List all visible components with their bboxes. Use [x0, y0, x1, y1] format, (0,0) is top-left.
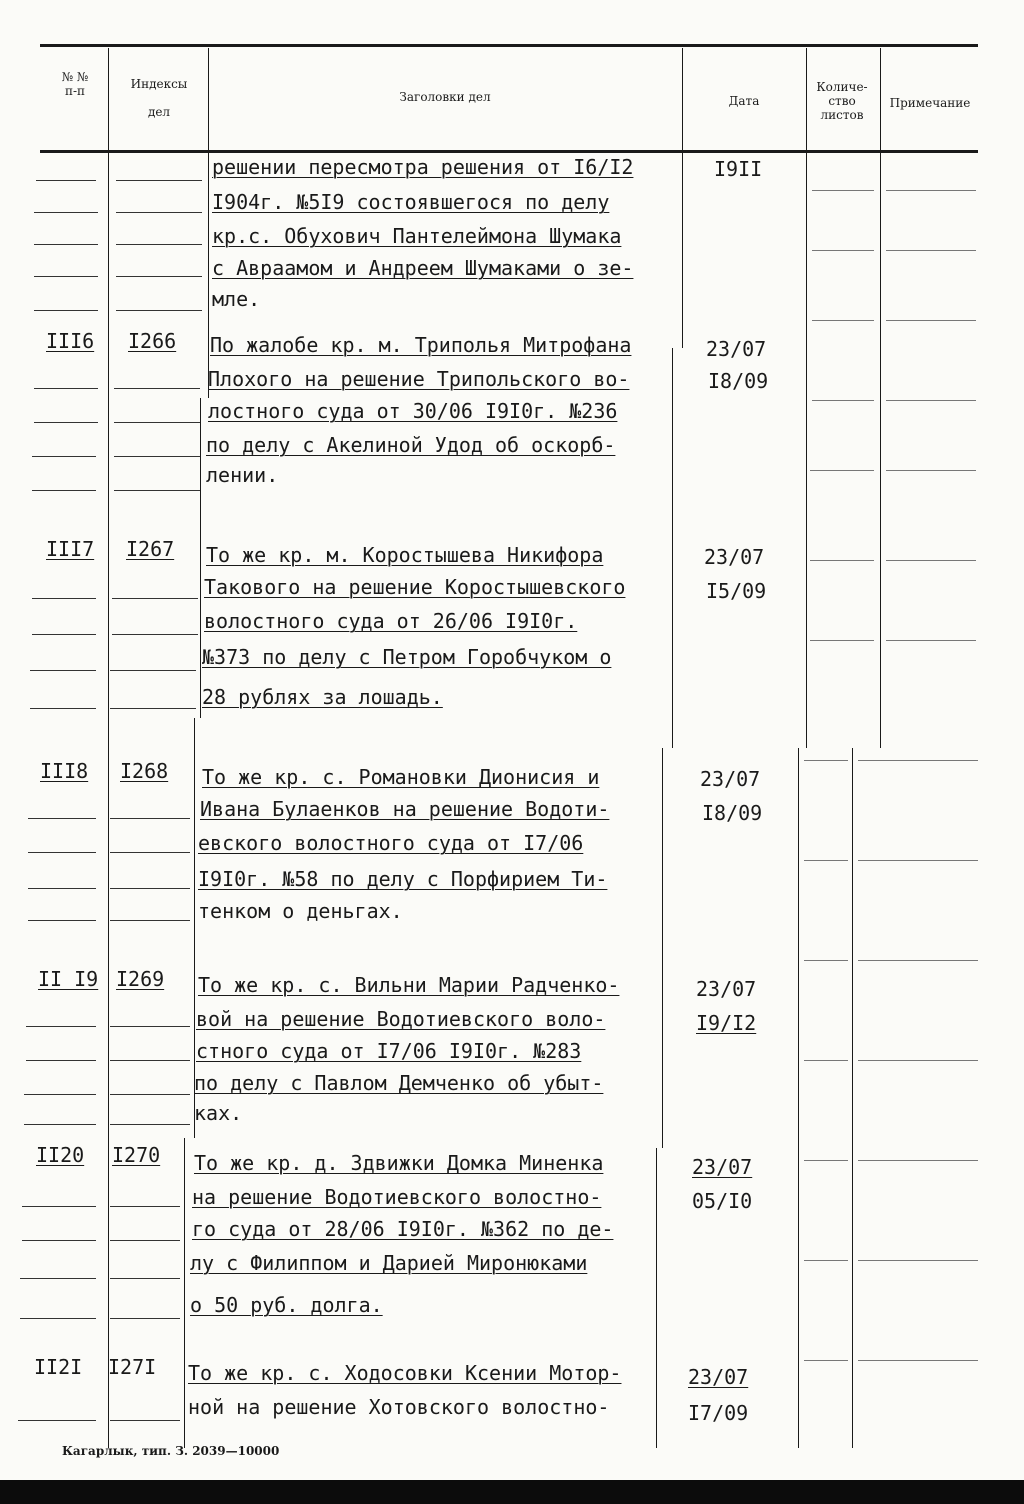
entry-title-line: евского волостного суда от I7/06 [198, 831, 584, 855]
entry-title-line: То же кр. д. Здвижки Домка Миненка [194, 1151, 604, 1175]
header-date: Дата [728, 94, 760, 108]
entry-title-line: То же кр. м. Коростышева Никифора [206, 543, 604, 567]
ruling-line [110, 670, 196, 671]
column-rule [662, 748, 663, 1148]
ruling-line [114, 422, 200, 423]
ruling-line [34, 244, 98, 245]
ruling-line [20, 1318, 96, 1319]
ruling-line [110, 852, 190, 853]
entry-date: 23/07 [692, 1155, 753, 1179]
entry-date: 23/07 [704, 545, 765, 569]
header-note: Примечание [889, 96, 971, 110]
column-rule [208, 48, 209, 398]
column-rule [184, 1138, 185, 1448]
ruling-line [812, 250, 874, 251]
ruling-line [858, 1060, 978, 1061]
entry-title-line: ках. [194, 1101, 243, 1125]
header-sheets: Количе- ство листов [816, 80, 868, 122]
ruling-line [32, 634, 96, 635]
ruling-line [114, 490, 200, 491]
ruling-line [18, 1420, 96, 1421]
entry-index: I267 [126, 537, 175, 561]
ruling-line [32, 598, 96, 599]
entry-index: I266 [128, 329, 177, 353]
scan-edge [0, 1480, 1024, 1504]
entry-date: I5/09 [706, 579, 767, 603]
entry-title-line: волостного суда от 26/06 I9I0г. [204, 609, 578, 633]
entry-title-line: Такового на решение Коростышевского [204, 575, 626, 599]
entry-title-line: То же кр. с. Романовки Дионисия и [202, 765, 600, 789]
entry-title-line: с Авраамом и Андреем Шумаками о зе- [212, 256, 634, 280]
column-rule [108, 48, 109, 1448]
column-rule [682, 48, 683, 348]
entry-title-line: То же кр. с. Вильни Марии Радченко- [198, 973, 620, 997]
ruling-line [110, 1124, 190, 1125]
entry-index: I268 [120, 759, 169, 783]
ruling-line [804, 1160, 848, 1161]
ruling-line [116, 180, 202, 181]
entry-number: II2I [34, 1355, 83, 1379]
ruling-line [24, 1094, 96, 1095]
ruling-line [810, 470, 874, 471]
entry-date: 23/07 [700, 767, 761, 791]
column-rule [200, 398, 201, 718]
ruling-line [32, 490, 96, 491]
ruling-line [110, 1420, 180, 1421]
entry-title-line: лу с Филиппом и Дарией Миронюками [190, 1251, 588, 1275]
ruling-line [810, 640, 874, 641]
ruling-line [114, 456, 200, 457]
column-rule [806, 48, 807, 748]
ruling-line [30, 670, 96, 671]
entry-date: I9/I2 [696, 1011, 757, 1035]
entry-title-line: тенком о деньгах. [198, 899, 403, 923]
ruling-line [110, 1094, 190, 1095]
entry-number: II20 [36, 1143, 85, 1167]
ruling-line [22, 1240, 96, 1241]
ruling-line [114, 388, 200, 389]
ruling-line [110, 1240, 180, 1241]
ruling-line [26, 1060, 96, 1061]
ruling-line [858, 860, 978, 861]
ruling-line [812, 190, 874, 191]
entry-title-line: лостного суда от 30/06 I9I0г. №236 [208, 399, 618, 423]
ruling-line [34, 276, 98, 277]
ruling-line [110, 708, 196, 709]
ruling-line [858, 960, 978, 961]
entry-index: I269 [116, 967, 165, 991]
ruling-line [112, 634, 198, 635]
entry-title-line: на решение Водотиевского волостно- [192, 1185, 602, 1209]
ruling-line [110, 920, 190, 921]
ruling-line [110, 1278, 180, 1279]
ruling-line [116, 276, 202, 277]
entry-number: III8 [40, 759, 89, 783]
ruling-line [804, 1260, 848, 1261]
ruling-line [20, 1278, 96, 1279]
ruling-line [34, 310, 98, 311]
column-rule [852, 748, 853, 1448]
ruling-line [804, 1060, 848, 1061]
ruling-line [36, 180, 96, 181]
printer-footer: Кагарлык, тип. З. 2039—10000 [62, 1444, 280, 1458]
ruling-line [858, 760, 978, 761]
entry-title-line: По жалобе кр. м. Триполья Митрофана [210, 333, 632, 357]
ruling-line [886, 320, 976, 321]
ruling-line [112, 598, 198, 599]
entry-title-line: ной на решение Хотовского волостно- [188, 1395, 610, 1419]
ruling-line [886, 640, 976, 641]
entry-date: I8/09 [702, 801, 763, 825]
ruling-line [886, 400, 976, 401]
header-index: Индексы дел [130, 77, 188, 119]
ruling-line [858, 1260, 978, 1261]
entry-date: I9II [714, 157, 763, 181]
entry-title-line: стного суда от I7/06 I9I0г. №283 [196, 1039, 582, 1063]
ruling-line [28, 818, 96, 819]
entry-title-line: Плохого на решение Трипольского во- [208, 367, 630, 391]
ruling-line [858, 1360, 978, 1361]
ruling-line [812, 320, 874, 321]
column-rule [880, 48, 881, 748]
entry-title-line: решении пересмотра решения от I6/I2 [212, 155, 634, 179]
entry-date: 23/07 [706, 337, 767, 361]
ruling-line [886, 250, 976, 251]
ruling-line [812, 400, 874, 401]
entry-date: 05/I0 [692, 1189, 753, 1213]
ruling-line [34, 212, 98, 213]
entry-date: I7/09 [688, 1401, 749, 1425]
ruling-line [810, 560, 874, 561]
ruling-line [804, 1360, 848, 1361]
ruling-line [116, 212, 202, 213]
entry-title-line: по делу с Павлом Демченко об убыт- [194, 1071, 604, 1095]
entry-number: III7 [46, 537, 95, 561]
entry-title-line: по делу с Акелиной Удод об оскорб- [206, 433, 616, 457]
column-rule [656, 1148, 657, 1448]
entry-title-line: кр.с. Обухович Пантелеймона Шумака [212, 224, 622, 248]
ruling-line [116, 244, 202, 245]
ruling-line [28, 852, 96, 853]
ruling-line [24, 1124, 96, 1125]
entry-title-line: То же кр. с. Ходосовки Ксении Мотор- [188, 1361, 622, 1385]
entry-title-line: мле. [212, 287, 261, 311]
ruling-line [32, 456, 96, 457]
ruling-line [30, 708, 96, 709]
ruling-line [886, 470, 976, 471]
entry-title-line: I9I0г. №58 по делу с Порфирием Ти- [198, 867, 608, 891]
ruling-line [804, 760, 848, 761]
ruling-line [28, 888, 96, 889]
ruling-line [28, 920, 96, 921]
entry-date: 23/07 [696, 977, 757, 1001]
entry-title-line: вой на решение Водотиевского воло- [196, 1007, 606, 1031]
ruling-line [116, 310, 202, 311]
entry-title-line: I904г. №5I9 состоявшегося по делу [212, 190, 610, 214]
ruling-line [886, 560, 976, 561]
entry-number: II I9 [38, 967, 99, 991]
entry-title-line: Ивана Булаенков на решение Водоти- [200, 797, 610, 821]
ruling-line [858, 1160, 978, 1161]
entry-number: IIІ6 [46, 329, 95, 353]
entry-title-line: лении. [206, 463, 279, 487]
ruling-line [110, 1206, 180, 1207]
entry-date: 23/07 [688, 1365, 749, 1389]
entry-index: I27I [108, 1355, 157, 1379]
top-rule [40, 44, 978, 47]
entry-index: I270 [112, 1143, 161, 1167]
ruling-line [110, 818, 190, 819]
ruling-line [804, 960, 848, 961]
header-rule [40, 150, 978, 153]
entry-date: I8/09 [708, 369, 769, 393]
ruling-line [804, 860, 848, 861]
ruling-line [34, 422, 98, 423]
header-number: № № п-п [61, 70, 89, 98]
ruling-line [110, 1026, 190, 1027]
ruling-line [886, 190, 976, 191]
header-title: Заголовки дел [399, 90, 491, 104]
ruling-line [34, 388, 98, 389]
entry-title-line: 28 рублях за лошадь. [202, 685, 443, 709]
entry-title-line: о 50 руб. долга. [190, 1293, 383, 1317]
ruling-line [110, 888, 190, 889]
column-rule [672, 348, 673, 748]
column-rule [798, 748, 799, 1448]
entry-title-line: №373 по делу с Петром Горобчуком о [202, 645, 612, 669]
ruling-line [26, 1026, 96, 1027]
ruling-line [110, 1318, 180, 1319]
entry-title-line: го суда от 28/06 I9I0г. №362 по де- [192, 1217, 614, 1241]
ruling-line [22, 1206, 96, 1207]
ruling-line [110, 1060, 190, 1061]
